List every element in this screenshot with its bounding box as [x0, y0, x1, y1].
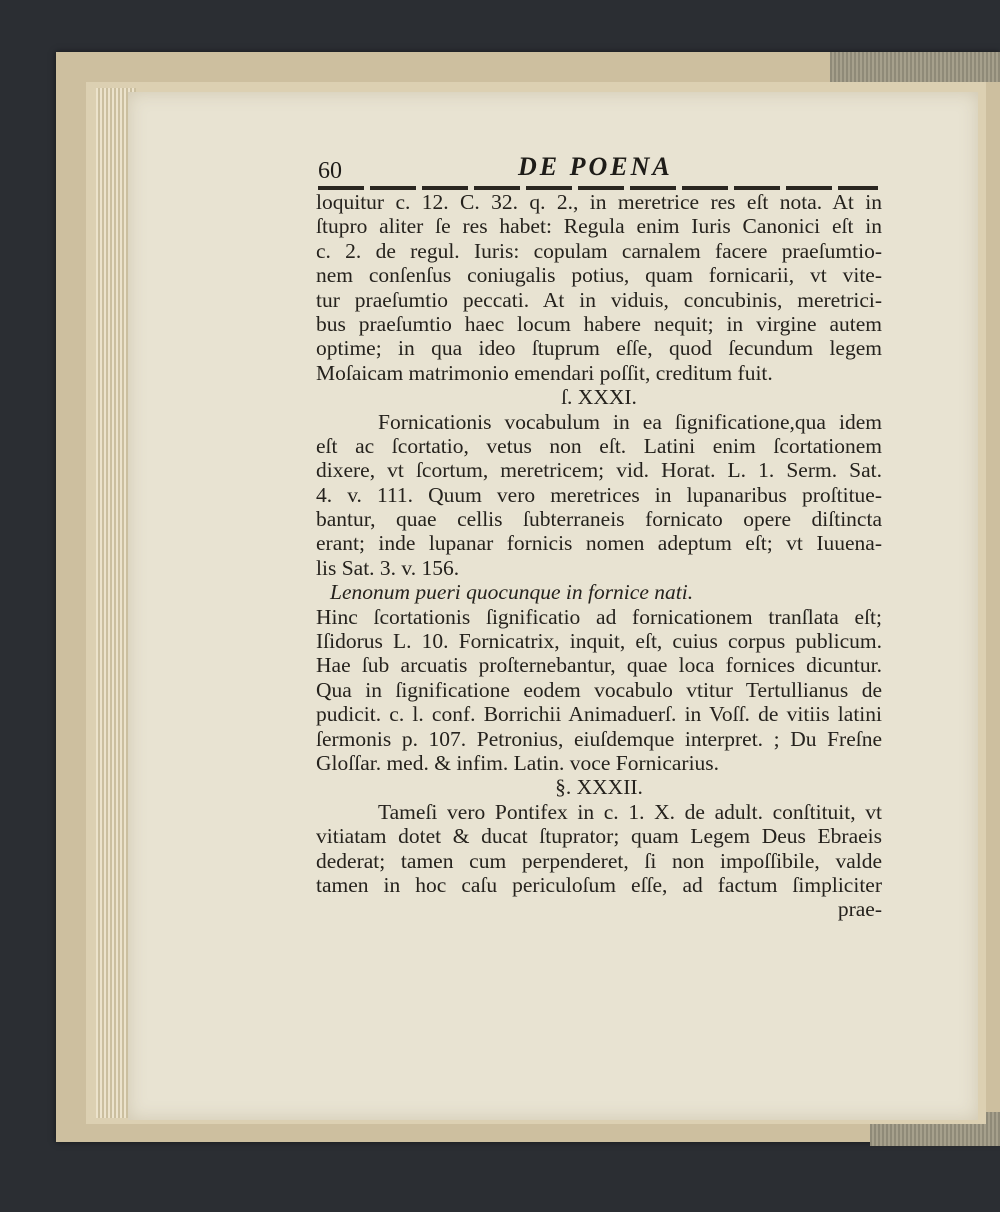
verse-quote: Lenonum pueri quocunque in fornice nati.	[330, 580, 694, 605]
text-line: bantur, quae cellis ſubterraneis fornicato opere diſtincta	[316, 507, 882, 532]
text-line: vitiatam dotet & ducat ſtuprator; quam Legem Deus Ebraeis	[316, 824, 882, 849]
body-text	[316, 190, 882, 922]
text-line: c. 2. de regul. Iuris: copulam carnalem facere praeſumtio-	[316, 238, 882, 263]
text-line: Fornicationis vocabulum in ea ſignificatione,qua idem	[378, 409, 882, 434]
page-header	[318, 148, 878, 184]
text-line: dixere, vt ſcortum, meretricem; vid. Horat. L. 1. Serm. Sat.	[316, 458, 882, 483]
text-line: pudicit. c. l. conf. Borrichii Animaduerſ. in Voſſ. de vitiis latini	[316, 702, 882, 727]
text-line: bus praeſumtio haec locum habere nequit; in virgine autem	[316, 311, 882, 336]
text-line: Moſaicam matrimonio emendari poſſit, creditum fuit.	[316, 360, 773, 385]
text-line: Tameſi vero Pontifex in c. 1. X. de adult. conſtituit, vt	[378, 799, 882, 824]
section-heading: §. XXXII.	[555, 775, 643, 800]
text-line: Hinc ſcortationis ſignificatio ad fornicationem tranſlata eſt;	[316, 604, 882, 629]
page-number: 60	[318, 158, 342, 184]
text-line: lis Sat. 3. v. 156.	[316, 555, 460, 580]
section-heading: ſ. XXXI.	[561, 385, 637, 410]
spine-cloth-top	[830, 52, 1000, 82]
text-line: ſtupro aliter ſe res habet: Regula enim Iuris Canonici eſt in	[316, 214, 882, 239]
text-line: loquitur c. 12. C. 32. q. 2., in meretrice res eſt nota. At in	[316, 190, 882, 214]
text-line: Qua in ſignificatione eodem vocabulo vtitur Tertullianus de	[316, 677, 882, 702]
text-line: tamen in hoc caſu periculoſum eſſe, ad factum ſimpliciter	[316, 872, 882, 897]
text-line: erant; inde lupanar fornicis nomen adeptum eſt; vt Iuuena-	[316, 531, 882, 556]
text-line: Hae ſub arcuatis proſternebantur, quae loca fornices dicuntur.	[316, 653, 882, 678]
text-line: nem conſenſus coniugalis potius, quam fornicarii, vt vite-	[316, 263, 882, 288]
text-line: ſermonis p. 107. Petronius, eiuſdemque interpret. ; Du Freſne	[316, 726, 882, 751]
text-line: optime; in qua ideo ſtuprum eſſe, quod ſecundum legem	[316, 336, 882, 361]
text-line: Gloſſar. med. & infim. Latin. voce Fornicarius.	[316, 750, 720, 775]
text-line: dederat; tamen cum perpenderet, ſi non impoſſibile, valde	[316, 848, 882, 873]
catchword: prae-	[837, 897, 882, 922]
text-line: tur praeſumtio peccati. At in viduis, concubinis, meretrici-	[316, 287, 882, 312]
text-line: 4. v. 111. Quum vero meretrices in lupanaribus proſtitue-	[316, 482, 882, 507]
text-line: Iſidorus L. 10. Fornicatrix, inquit, eſt, cuius corpus publicum.	[316, 629, 882, 654]
text-line: eſt ac ſcortatio, vetus non eſt. Latini enim ſcortationem	[316, 433, 882, 458]
running-title: DE POENA	[518, 152, 673, 181]
